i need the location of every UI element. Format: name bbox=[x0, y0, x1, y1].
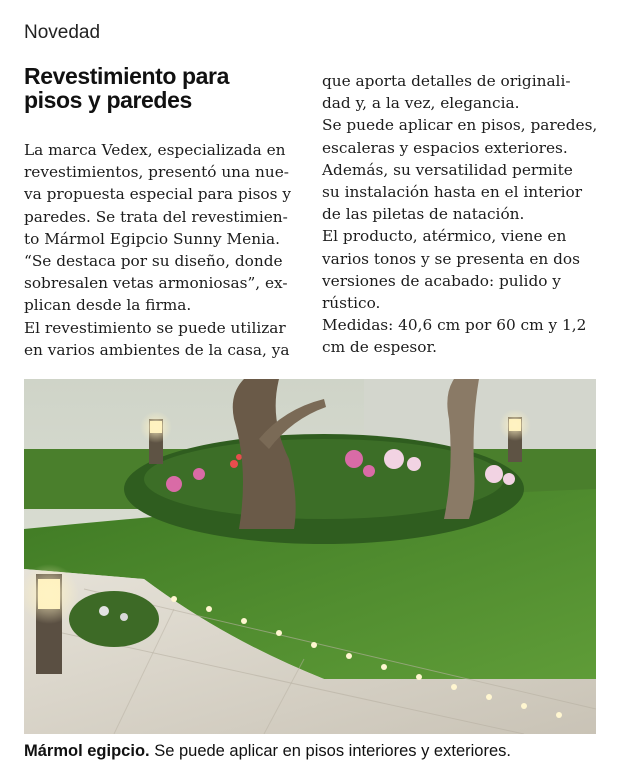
caption-text: Se puede aplicar en pisos interiores y exteriores. bbox=[149, 742, 511, 760]
text-line: rústico. bbox=[322, 294, 381, 313]
section-label: Novedad bbox=[24, 22, 101, 43]
text-line: El revestimiento se puede utilizar bbox=[24, 318, 286, 337]
text-line: to Mármol Egipcio Sunny Menia. bbox=[24, 229, 280, 248]
text-line: varios tonos y se presenta en dos bbox=[322, 249, 580, 268]
text-line: de las piletas de natación. bbox=[322, 205, 525, 224]
text-line: su instalación hasta en el interior bbox=[322, 183, 583, 202]
caption-title: Mármol egipcio. bbox=[24, 742, 150, 760]
article-column-left bbox=[24, 139, 316, 361]
text-line: Además, su versatilidad permite bbox=[322, 160, 573, 179]
text-line: en varios ambientes de la casa, ya bbox=[24, 340, 290, 359]
text-line: va propuesta especial para pisos y bbox=[24, 185, 292, 204]
text-line: plican desde la firma. bbox=[24, 296, 192, 315]
text-line: sobresalen vetas armoniosas”, ex- bbox=[24, 274, 288, 293]
text-line: escaleras y espacios exteriores. bbox=[322, 138, 568, 157]
text-line: paredes. Se trata del revestimien- bbox=[24, 207, 288, 226]
headline bbox=[24, 64, 304, 112]
text-line: La marca Vedex, especializada en bbox=[24, 141, 286, 159]
headline-line: pisos y paredes bbox=[24, 87, 192, 113]
text-line: Medidas: 40,6 cm por 60 cm y 1,2 bbox=[322, 316, 587, 335]
text-line: Se puede aplicar en pisos, paredes, bbox=[322, 116, 598, 135]
article-column-right bbox=[322, 70, 607, 359]
garden-photo bbox=[24, 379, 596, 734]
text-line: El producto, atérmico, viene en bbox=[322, 227, 567, 246]
text-line: versiones de acabado: pulido y bbox=[322, 271, 561, 290]
headline-line: Revestimiento para bbox=[24, 63, 229, 89]
text-line: revestimientos, presentó una nue- bbox=[24, 163, 289, 182]
photo-caption bbox=[24, 742, 511, 761]
text-line: dad y, a la vez, elegancia. bbox=[322, 94, 520, 113]
text-line: “Se destaca por su diseño, donde bbox=[24, 252, 283, 271]
text-line: que aporta detalles de originali- bbox=[322, 72, 571, 90]
text-line: cm de espesor. bbox=[322, 338, 437, 357]
